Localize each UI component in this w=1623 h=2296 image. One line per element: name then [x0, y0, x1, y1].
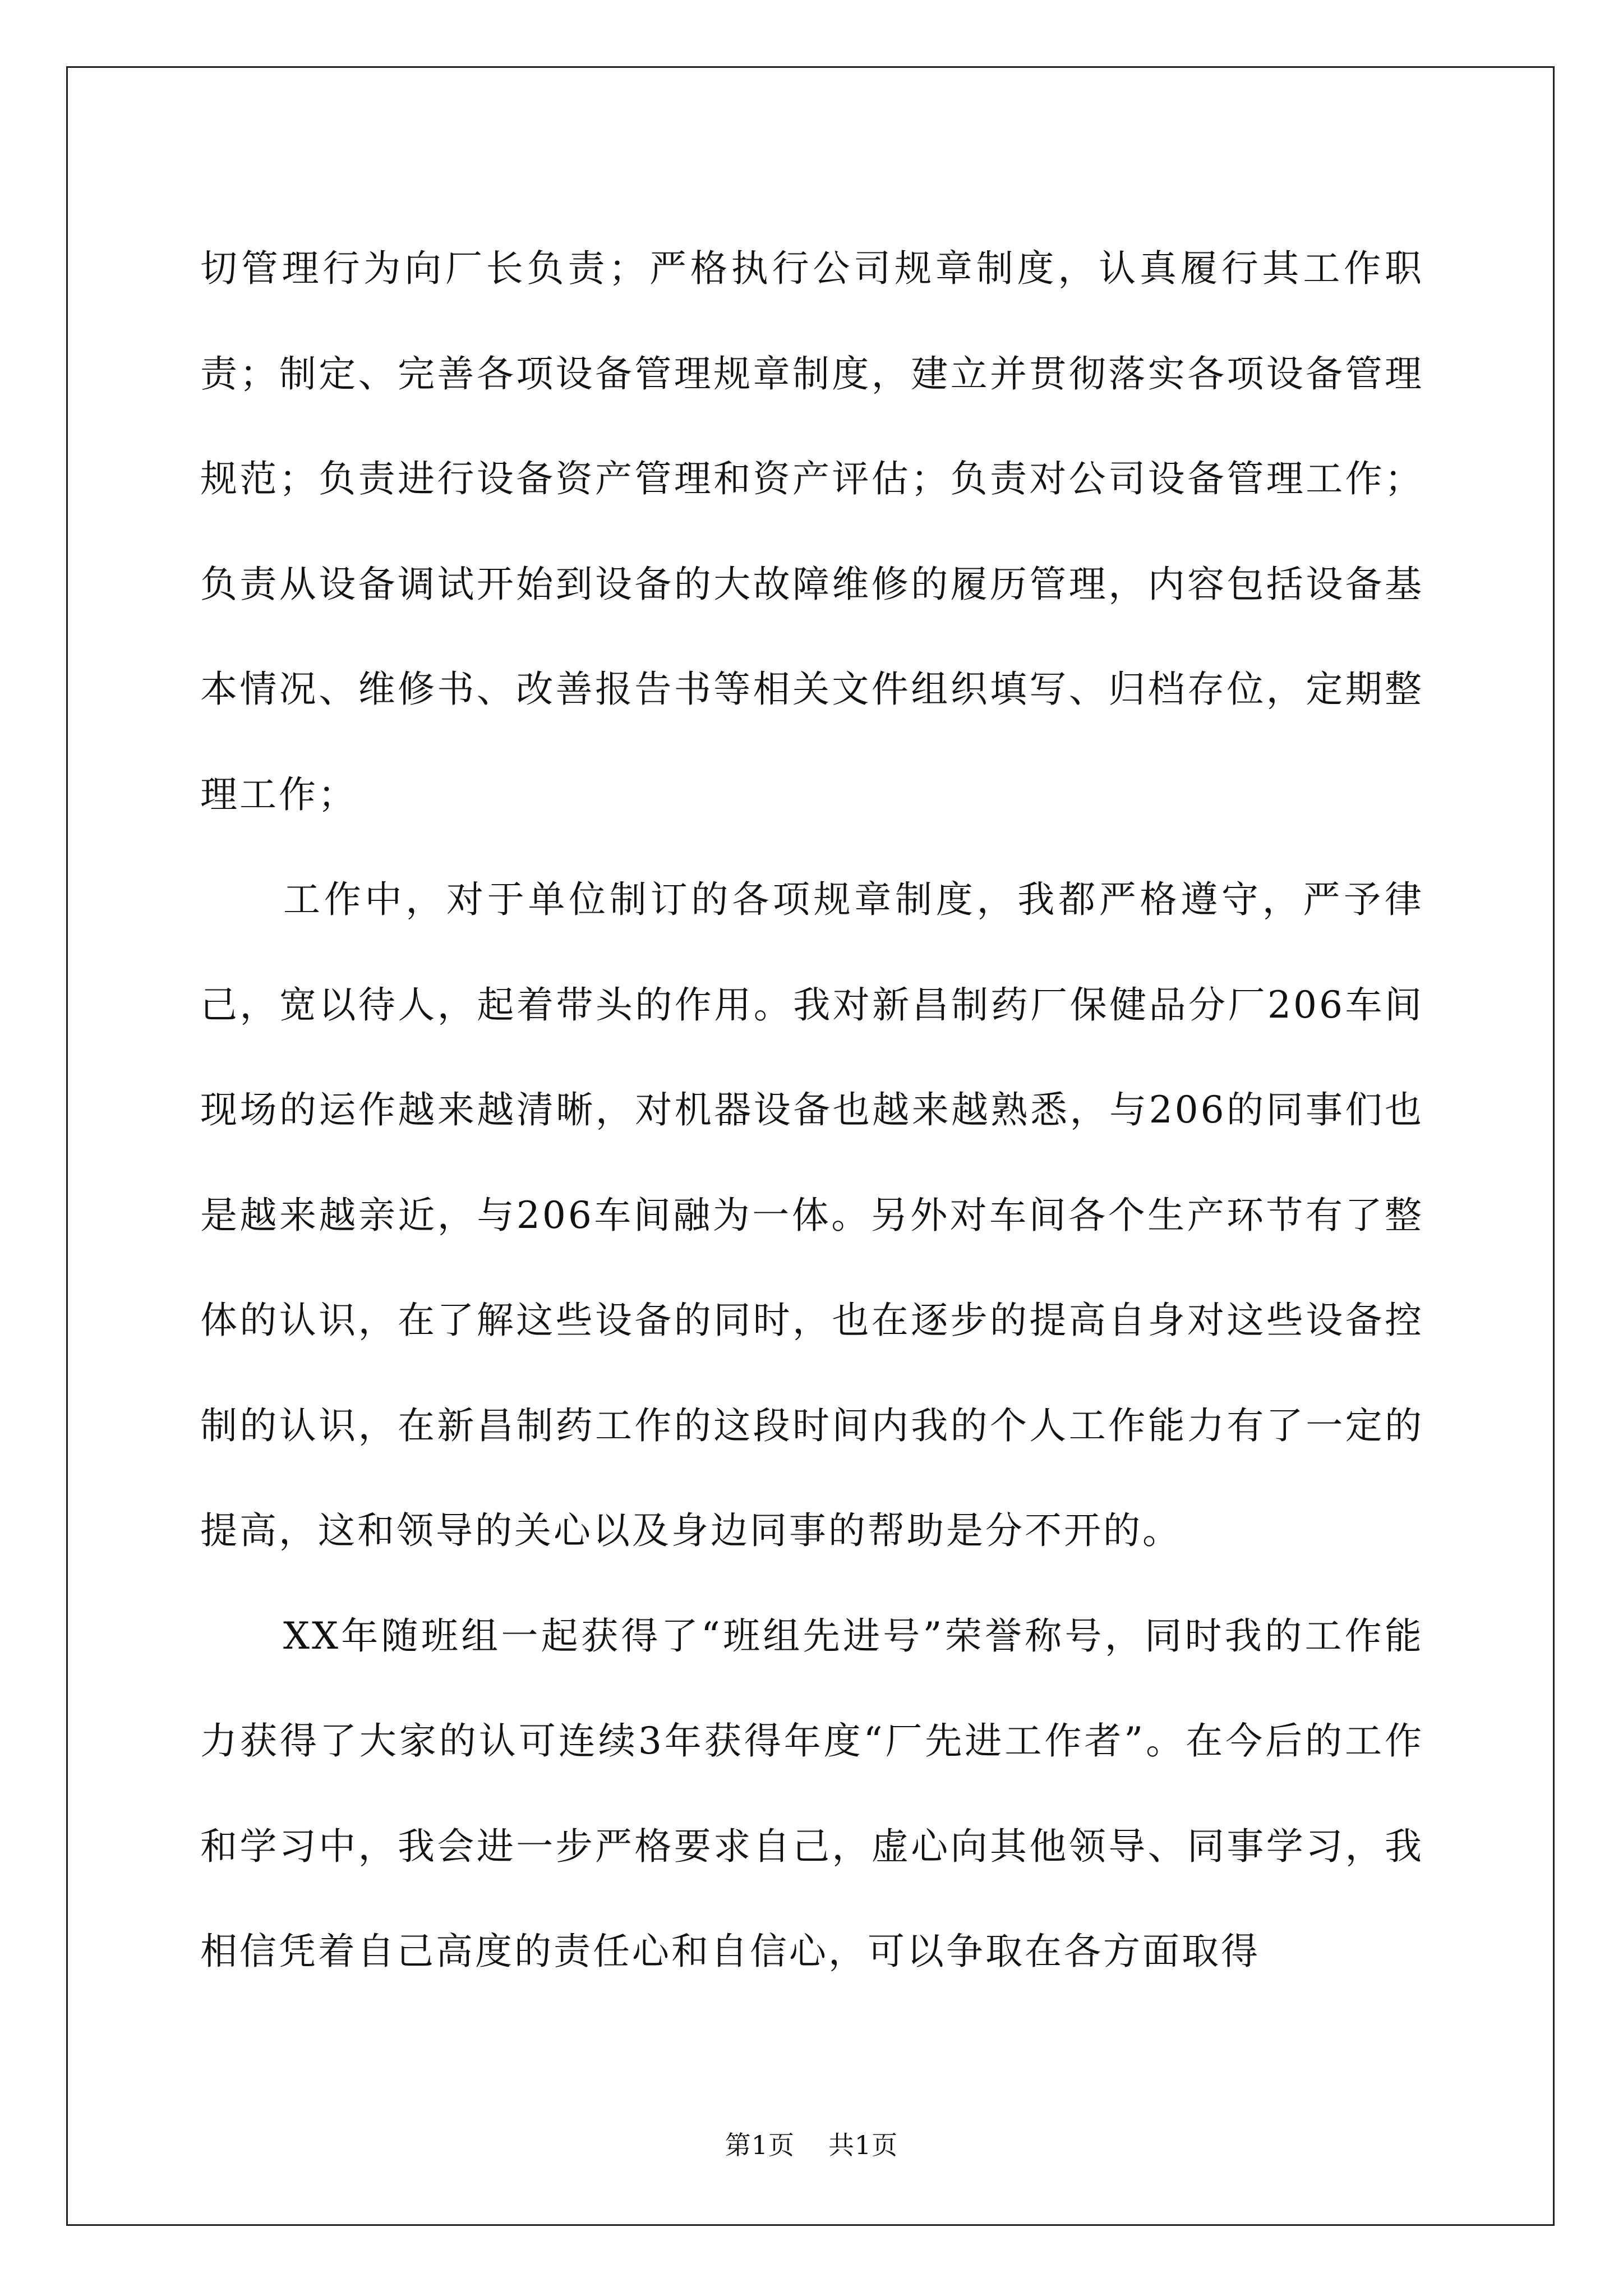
- page-footer: [0, 2125, 1623, 2162]
- document-body: [200, 216, 1424, 2004]
- page-number: 第1页: [725, 2130, 795, 2160]
- paragraph-3: XX年随班组一起获得了“班组先进号”荣誉称号，同时我的工作能力获得了大家的认可连续3年获得年度“厂先进工作者”。在今后的工作和学习中，我会进一步严格要求自己，虚心向其他领导、同事学习，我相信凭着自己高度的责任心和自信心，可以争取在各方面取得: [200, 1614, 1424, 1973]
- paragraph-1: 切管理行为向厂长负责；严格执行公司规章制度，认真履行其工作职责；制定、完善各项设备管理规章制度，建立并贯彻落实各项设备管理规范；负责进行设备资产管理和资产评估；负责对公司设备管理工作；负责从设备调试开始到设备的大故障维修的履历管理，内容包括设备基本情况、维修书、改善报告书等相关文件组织填写、归档存位，定期整理工作；: [200, 247, 1424, 816]
- page-total: 共1页: [828, 2130, 898, 2160]
- paragraph-2: 工作中，对于单位制订的各项规章制度，我都严格遵守，严予律己，宽以待人，起着带头的作用。我对新昌制药厂保健品分厂206车间现场的运作越来越清晰，对机器设备也越来越熟悉，与206的同事们也是越来越亲近，与206车间融为一体。另外对车间各个生产环节有了整体的认识，在了解这些设备的同时，也在逐步的提高自身对这些设备控制的认识，在新昌制药工作的这段时间内我的个人工作能力有了一定的提高，这和领导的关心以及身边同事的帮助是分不开的。: [200, 878, 1424, 1552]
